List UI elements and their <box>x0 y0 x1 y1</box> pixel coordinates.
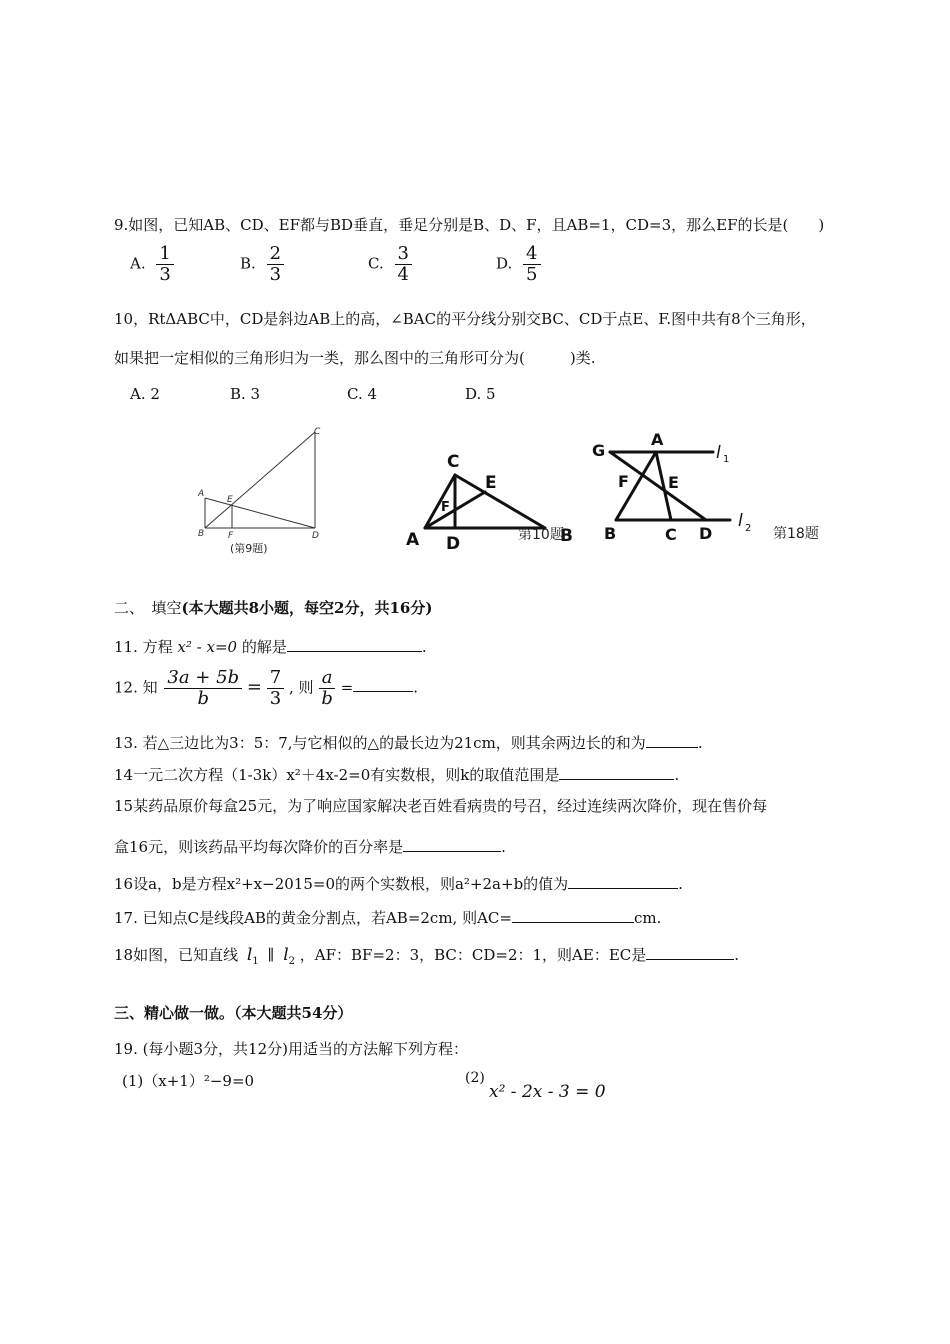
q13-text: 13. 若△三边比为3：5：7,与它相似的△的最长边为21cm，则其余两边长的和为 <box>114 734 646 752</box>
q12-equals: = <box>246 676 262 698</box>
fraction-numerator: 2 <box>267 244 284 265</box>
q10-option-a: A. 2 <box>130 385 160 403</box>
answer-blank[interactable] <box>287 651 422 652</box>
fraction <box>156 244 173 285</box>
fraction-numerator: 1 <box>156 244 173 265</box>
q10-option-c: C. 4 <box>347 385 378 403</box>
label-a: A <box>651 430 664 449</box>
fraction-right <box>267 668 284 709</box>
q18-after: ，AF：BF=2：3，BC：CD=2：1，则AE：EC是 <box>299 946 647 964</box>
q10-option-b: B. 3 <box>230 385 261 403</box>
label-c: C <box>447 452 460 472</box>
q11-before: 11. 方程 <box>114 638 173 656</box>
fraction <box>395 244 412 285</box>
q10-line1: 10，RtΔABC中，CD是斜边AB上的高，∠BAC的平分线分别交BC、CD于点E、F.图中共有8个三角形， <box>114 310 816 328</box>
q19-part2-label: (2) <box>465 1070 485 1086</box>
label-f: F <box>228 531 234 541</box>
label-l1: l <box>716 443 721 463</box>
q12-mid: , 则 <box>288 678 314 697</box>
line-l2-symbol: l <box>283 945 289 965</box>
q14-text: 14一元二次方程（1-3k）x²＋4x-2=0有实数根，则k的取值范围是 <box>114 766 560 784</box>
label-l1-sub: 1 <box>723 454 730 465</box>
figure-q10 <box>400 445 585 560</box>
line-l2-sub: 2 <box>288 956 295 967</box>
figure-q18 <box>588 425 840 550</box>
answer-blank[interactable] <box>646 959 734 960</box>
fraction-denominator: 3 <box>159 263 171 285</box>
q9-stem: 9.如图，已知AB、CD、EF都与BD垂直，垂足分别是B、D、F，且AB=1，CD=3，那么EF的长是( ) <box>114 216 825 234</box>
q9-option-d <box>496 244 541 285</box>
label-c: C <box>665 525 677 544</box>
fraction-denominator: 4 <box>397 263 409 285</box>
label-c: C <box>314 427 321 437</box>
answer-blank[interactable] <box>403 851 501 852</box>
label-g: G <box>592 441 606 460</box>
q14 <box>114 764 679 785</box>
q16-end: . <box>678 875 683 893</box>
answer-blank[interactable] <box>559 779 674 780</box>
answer-blank[interactable] <box>568 888 678 889</box>
q19-part1: (1)（x+1）²−9=0 <box>122 1072 255 1090</box>
option-letter: C. <box>368 254 384 273</box>
section-3-heading: 三、精心做一做。（本大题共54分） <box>114 1004 353 1022</box>
q16-text: 16设a，b是方程x²+x−2015=0的两个实数根，则a²+2a+b的值为 <box>114 875 569 893</box>
q12-tail: = <box>340 678 354 697</box>
q10-option-d: D. 5 <box>465 385 496 403</box>
line-l1-sub: 1 <box>252 956 259 967</box>
label-d: D <box>446 534 461 554</box>
q11-end: . <box>421 638 427 656</box>
label-d: D <box>699 524 713 543</box>
fraction-left <box>164 668 242 709</box>
label-e: E <box>668 473 679 492</box>
q10-line2: 如果把一定相似的三角形归为一类，那么图中的三角形可分为( )类. <box>114 349 596 367</box>
label-b: B <box>560 526 573 546</box>
q11 <box>114 636 427 657</box>
label-e: E <box>227 495 233 505</box>
q9-option-a <box>130 244 174 285</box>
q14-end: . <box>674 766 680 784</box>
figure-caption: (第9题) <box>230 542 268 555</box>
figure-q9 <box>190 420 340 560</box>
q17 <box>114 907 661 928</box>
q19-stem: 19. (每小题3分，共12分)用适当的方法解下列方程： <box>114 1040 468 1058</box>
fraction <box>523 244 540 285</box>
q15-line1: 15某药品原价每盒25元，为了响应国家解决老百姓看病贵的号召，经过连续两次降价，现在售价每 <box>114 797 768 815</box>
q19-part2-expr: x² - 2x - 3 = 0 <box>489 1082 606 1102</box>
q16 <box>114 873 683 894</box>
q11-after: 的解是 <box>241 638 287 656</box>
q12-end: . <box>413 678 418 697</box>
fraction-numerator: 3 <box>395 244 412 265</box>
option-letter: A. <box>130 254 146 273</box>
fraction <box>267 244 284 285</box>
label-f: F <box>441 500 450 515</box>
q11-expr: x² - x=0 <box>177 638 238 656</box>
q18 <box>114 944 739 967</box>
q15-end: . <box>501 838 506 856</box>
section-title: (本大题共8小题，每空2分，共16分) <box>181 599 433 617</box>
option-letter: D. <box>496 254 513 273</box>
fraction-denominator: 3 <box>269 687 282 709</box>
figure-caption: 第10题 <box>518 527 564 543</box>
fraction-numerator: 4 <box>523 244 540 265</box>
q17-end: cm. <box>633 909 662 927</box>
section-2-heading <box>114 597 432 618</box>
parallel-symbol: ∥ <box>267 946 275 964</box>
label-a: A <box>406 530 420 550</box>
fraction-denominator: 5 <box>526 263 538 285</box>
label-f: F <box>618 472 629 491</box>
q13 <box>114 732 703 753</box>
q15-text: 盒16元，则该药品平均每次降价的百分率是 <box>114 838 404 856</box>
line-l1-symbol: l <box>246 945 253 965</box>
answer-blank[interactable] <box>512 922 634 923</box>
label-d: D <box>312 531 319 541</box>
label-l2: l <box>738 511 743 531</box>
q9-option-c <box>368 244 412 285</box>
option-letter: B. <box>240 254 256 273</box>
fraction-numerator: 3a + 5b <box>164 668 242 689</box>
label-b: B <box>198 529 205 539</box>
segment-bc <box>205 432 315 528</box>
q13-end: . <box>697 734 703 752</box>
fraction-numerator: a <box>319 668 336 689</box>
section-prefix: 二、 填空 <box>114 599 182 617</box>
answer-blank[interactable] <box>353 691 413 692</box>
label-e: E <box>485 473 497 493</box>
q12-before: 12. 知 <box>114 678 158 697</box>
q17-text: 17. 已知点C是线段AB的黄金分割点，若AB=2cm, 则AC= <box>114 909 512 927</box>
fraction-denominator: b <box>197 687 210 709</box>
answer-blank[interactable] <box>646 747 698 748</box>
label-l2-sub: 2 <box>745 523 752 534</box>
fraction-denominator: 3 <box>269 263 282 285</box>
fraction-denominator: b <box>321 687 333 709</box>
fraction-numerator: 7 <box>267 668 284 689</box>
q18-end: . <box>734 946 740 964</box>
q12 <box>114 668 418 709</box>
fraction-ab <box>318 668 336 709</box>
q15-line2 <box>114 836 506 857</box>
label-b: B <box>604 524 617 543</box>
label-a: A <box>198 489 205 499</box>
q9-option-b <box>240 244 284 285</box>
q18-before: 18如图，已知直线 <box>114 946 239 964</box>
figure-caption: 第18题 <box>773 526 819 542</box>
